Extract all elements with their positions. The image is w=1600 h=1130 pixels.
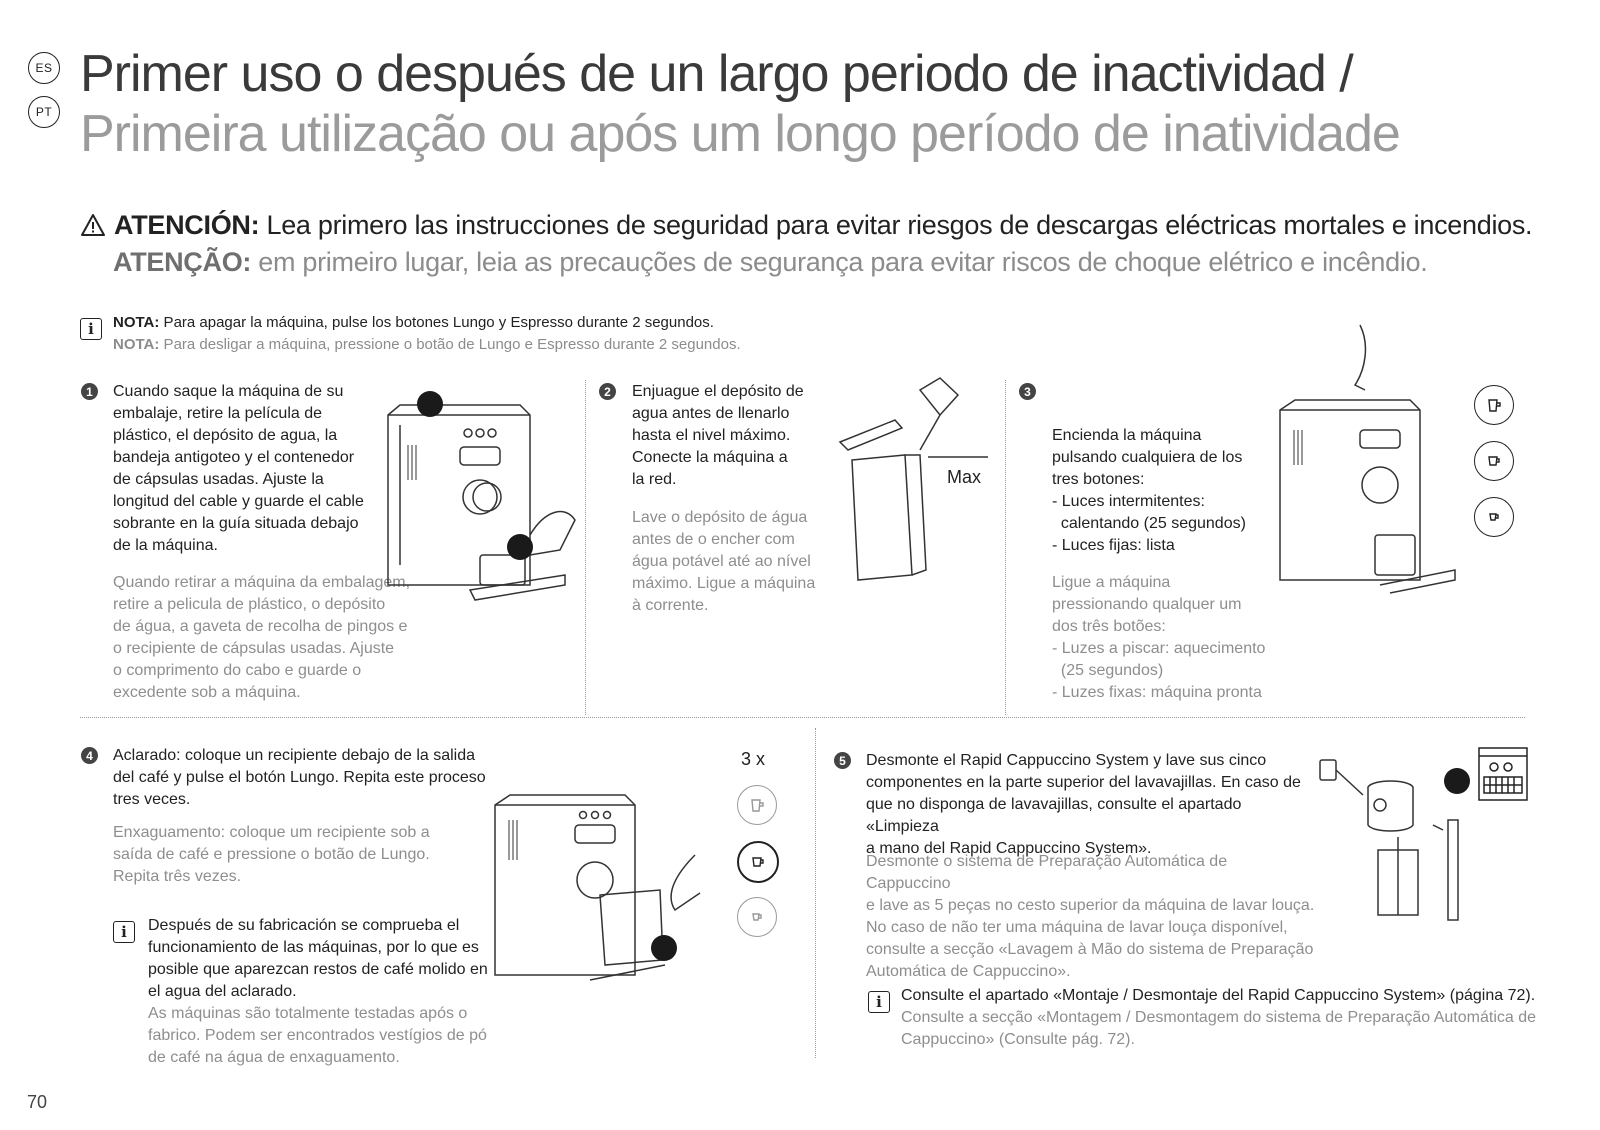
- repeat-count-label: 3 x: [741, 749, 766, 769]
- divider-vertical: [1005, 380, 1006, 715]
- warning-pt: [113, 247, 1427, 278]
- note-pt: NOTA: Para desligar a máquina, pressione o botão de Lungo e Espresso durante 2 segundos.: [113, 336, 741, 353]
- step-number: 2: [599, 383, 616, 400]
- step-number: 3: [1019, 383, 1036, 400]
- machine-power-on-illustration: [1280, 325, 1460, 595]
- cup-icon: [1474, 385, 1514, 425]
- cup-icon: [737, 785, 777, 825]
- info-icon: i: [113, 921, 135, 943]
- warning-pt-label: ATENÇÃO:: [113, 247, 252, 277]
- warning-pt-text: em primeiro lugar, leia as precauções de segurança para evitar riscos de choque elétrico e incêndio.: [251, 247, 1428, 277]
- step-2-text-es: Enjuague el depósito de agua antes de llenarlo hasta el nivel máximo. Conecte la máquina a la red.: [632, 383, 804, 488]
- divider-vertical: [585, 380, 586, 715]
- step-3-text-pt: Ligue a máquina pressionando qualquer um dos três botões: - Luzes a piscar: aquecimento (25 segundos) - Luzes fixas: máquina pronta: [1052, 574, 1266, 701]
- page-number: 70: [27, 1092, 48, 1112]
- step-number: 5: [834, 752, 851, 769]
- warning-es-label: ATENCIÓN:: [114, 210, 260, 240]
- max-level-label: Max: [947, 467, 982, 487]
- page-title-es: Primer uso o después de un largo periodo de inactividad /: [80, 45, 1353, 103]
- language-badge-pt: PT: [28, 96, 60, 128]
- machine-unpacking-illustration: [380, 385, 580, 615]
- divider-vertical: [815, 728, 816, 1058]
- step-4-text-es: Aclarado: coloque un recipiente debajo de la salida del café y pulse el botón Lungo. Repita este proceso tres veces.: [113, 747, 486, 808]
- step-5-note-es: Consulte el apartado «Montaje / Desmontaje del Rapid Cappuccino System» (página 72).: [901, 987, 1536, 1004]
- step-4-note-es: Después de su fabricación se comprueba el funcionamiento de las máquinas, por lo que es posible que aparezcan restos de café molido en el agua del aclarado.: [148, 917, 488, 1000]
- step-1-text-es: Cuando saque la máquina de su embalaje, retire la película de plástico, el depósito de agua, la bandeja antigoteo y el contenedor de cápsulas usadas. Ajuste la longitud del cable y guarde el cable sobrante en la guía situada debajo de la máquina.: [113, 383, 364, 554]
- step-1-text-pt: Quando retirar a máquina da embalagem, retire a pelicula de plástico, o depósito de água, a gaveta de recolha de pingos e o recipiente de cápsulas usadas. Ajuste o comprimento do cabo e guarde o excedente sob a máquina.: [113, 574, 411, 701]
- step-3-text-es: Encienda la máquina pulsando cualquiera de los tres botones: - Luces intermitentes: calentando (25 segundos) - Luces fijas: lista: [1052, 427, 1246, 554]
- note-es: NOTA: Para apagar la máquina, pulse los botones Lungo y Espresso durante 2 segundos.: [113, 314, 714, 331]
- step-number: 4: [81, 747, 98, 764]
- info-icon: i: [80, 318, 102, 340]
- warning-es: [80, 210, 1532, 241]
- info-icon: i: [868, 991, 890, 1013]
- warning-es-text: Lea primero las instrucciones de seguridad para evitar riesgos de descargas eléctricas mortales e incendios.: [259, 210, 1533, 240]
- language-badge-es: ES: [28, 52, 60, 84]
- warning-triangle-icon: [80, 213, 106, 237]
- arrow-icon: [417, 391, 443, 417]
- divider-horizontal: [80, 717, 1525, 718]
- step-2-text-pt: Lave o depósito de água antes de o encher com água potável até ao nível máximo. Ligue a máquina à corrente.: [632, 509, 816, 614]
- arrow-icon: [651, 935, 677, 961]
- page-title-pt: Primeira utilização ou após um longo período de inatividade: [80, 105, 1400, 163]
- step-5-text-es: Desmonte el Rapid Cappuccino System y lave sus cinco componentes en la parte superior del lavavajillas. En caso de que no disponga de lavavajillas, consulte el apartado «Limpieza a mano del Rapid Cappuccino System».: [866, 752, 1301, 857]
- step-4-text-pt: Enxaguamento: coloque um recipiente sob a saída de café e pressione o botão de Lungo. Repita três vezes.: [113, 824, 430, 885]
- arrow-icon: [507, 534, 533, 560]
- cup-icon: [1474, 441, 1514, 481]
- cup-icon: [737, 841, 779, 883]
- step-5-note-pt: Consulte a secção «Montagem / Desmontagem do sistema de Preparação Automática de Cappuccino» (Consulte pág. 72).: [901, 1009, 1537, 1048]
- step-5-text-pt: Desmonte o sistema de Preparação Automática de Cappuccino e lave as 5 peças no cesto superior da máquina de lavar louça. No caso de não ter uma máquina de lavar louça disponível, consulte a secção «Lavagem à Mão do sistema de Preparação Automática de Cappuccino».: [866, 853, 1315, 980]
- arrow-icon: [1444, 768, 1470, 794]
- step-4-note-pt: As máquinas são totalmente testadas após o fabrico. Podem ser encontrados vestígios de pó de café na água de enxaguamento.: [148, 1005, 487, 1066]
- dishwasher-icon: [1478, 747, 1528, 801]
- step-number: 1: [81, 383, 98, 400]
- cup-icon: [1474, 497, 1514, 537]
- cup-icon: [737, 897, 777, 937]
